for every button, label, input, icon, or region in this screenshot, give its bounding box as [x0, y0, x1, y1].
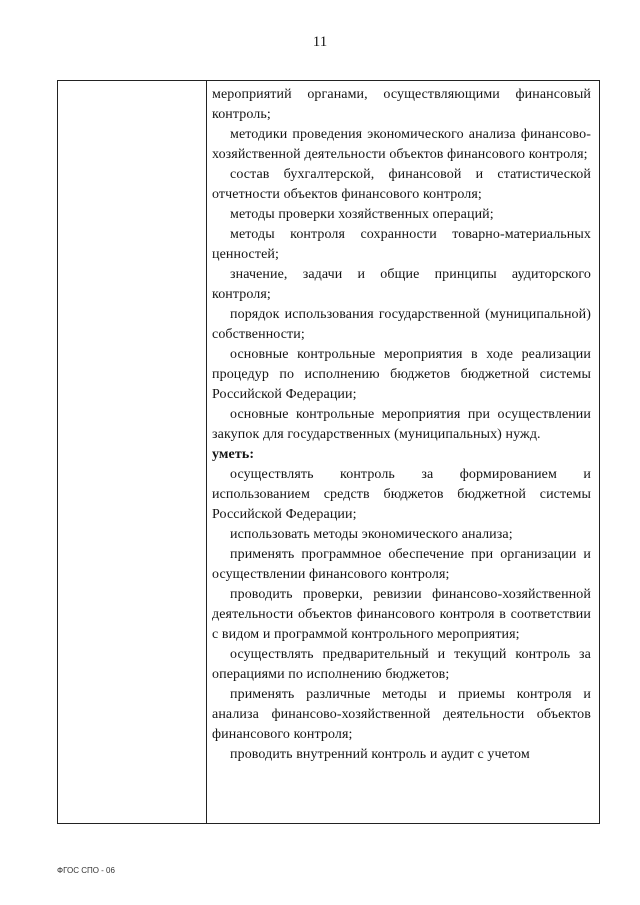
content-table [57, 80, 600, 824]
list-item-paragraph: применять различные методы и приемы контроля и анализа финансово-хозяйственной деятельности объектов финансового контроля; [212, 687, 591, 742]
list-item-paragraph: проводить проверки, ревизии финансово-хозяйственной деятельности объектов финансового контроля в соответствии с видом и программой контрольного мероприятия; [212, 587, 591, 642]
section-heading: уметь: [212, 447, 255, 462]
list-item-paragraph: значение, задачи и общие принципы аудиторского контроля; [212, 267, 591, 302]
list-item-paragraph: осуществлять контроль за формированием и использованием средств бюджетов бюджетной системы Российской Федерации; [212, 467, 591, 522]
list-item-paragraph: методы проверки хозяйственных операций; [230, 207, 494, 222]
list-item-paragraph: проводить внутренний контроль и аудит с учетом [230, 747, 530, 762]
list-item-paragraph: применять программное обеспечение при организации и осуществлении финансового контроля; [212, 547, 591, 582]
list-item-paragraph: порядок использования государственной (муниципальной) собственности; [212, 307, 591, 342]
list-item-paragraph: использовать методы экономического анализа; [230, 527, 513, 542]
list-item-paragraph: мероприятий органами, осуществляющими финансовый контроль; [212, 87, 591, 122]
list-item-paragraph: состав бухгалтерской, финансовой и статистической отчетности объектов финансового контроля; [212, 167, 591, 202]
list-item-paragraph: методы контроля сохранности товарно-материальных ценностей; [212, 227, 591, 262]
list-item-paragraph: основные контрольные мероприятия при осуществлении закупок для государственных (муниципальных) нужд. [212, 407, 591, 442]
left-column-cell [58, 81, 207, 823]
page-number: 11 [312, 34, 328, 50]
list-item-paragraph: основные контрольные мероприятия в ходе реализации процедур по исполнению бюджетов бюджетной системы Российской Федерации; [212, 347, 591, 402]
list-item-paragraph: методики проведения экономического анализа финансово-хозяйственной деятельности объектов финансового контроля; [212, 127, 591, 162]
footer-label: ФГОС СПО - 06 [57, 866, 115, 875]
right-column-cell [207, 81, 599, 823]
list-item-paragraph: осуществлять предварительный и текущий контроль за операциями по исполнению бюджетов; [212, 647, 591, 682]
